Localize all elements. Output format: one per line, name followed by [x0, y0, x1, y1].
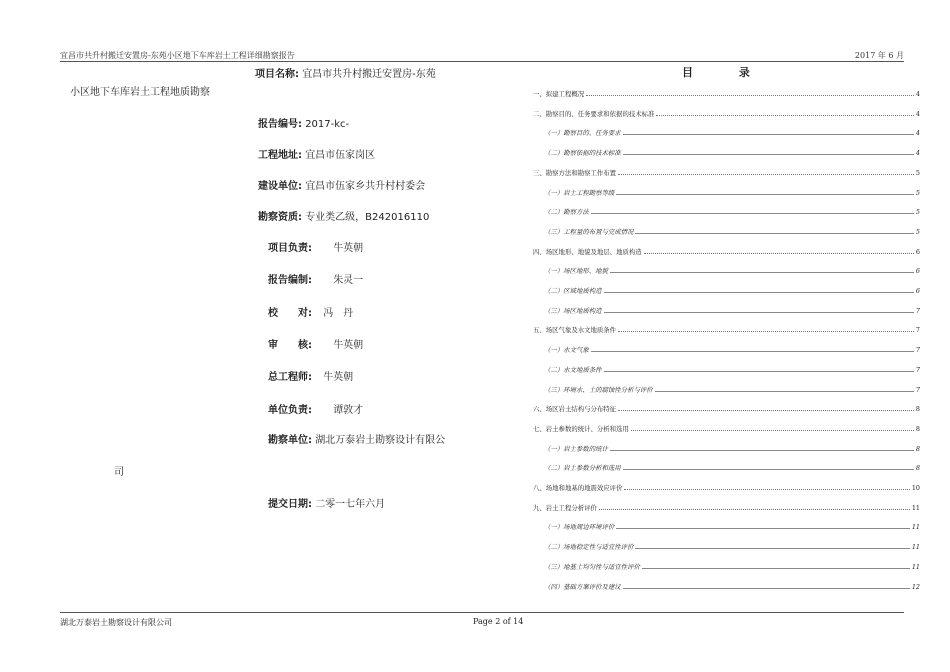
- toc-entry-leader: [631, 430, 914, 431]
- proofreader-value: 冯 丹: [323, 308, 354, 319]
- toc-entry-page: 5: [915, 168, 920, 177]
- toc-entry[interactable]: [533, 204, 920, 216]
- toc-entry-title: 七、岩土参数的统计、分析和选用: [533, 424, 629, 433]
- toc-entry-leader: [655, 391, 914, 392]
- toc-entry-title: （二）勘察依据的技术标准: [544, 149, 621, 158]
- toc-entry-title: 三、勘察方法和勘察工作布置: [533, 168, 617, 177]
- toc-entry[interactable]: [533, 539, 920, 551]
- toc-entry[interactable]: [533, 480, 920, 492]
- toc-entry[interactable]: [533, 421, 920, 433]
- chief-engineer: [268, 368, 353, 383]
- project-address-value: 宜昌市伍家岗区: [305, 150, 376, 161]
- toc-entry-page: 5: [915, 208, 920, 217]
- survey-unit-continued: 司: [114, 467, 124, 478]
- toc-entry-leader: [591, 351, 914, 352]
- project-address-label: 工程地址:: [258, 150, 302, 161]
- toc-entry-title: （一）场地周边环境评价: [544, 523, 615, 532]
- toc-entry-leader: [635, 548, 909, 549]
- project-name-value: 宜昌市共升村搬迁安置房-东苑: [302, 69, 436, 80]
- toc-entry[interactable]: [533, 165, 920, 177]
- toc-entry-page: 5: [915, 227, 920, 236]
- toc-entry[interactable]: [533, 362, 920, 374]
- toc-entry[interactable]: [533, 145, 920, 157]
- toc-entry-leader: [644, 253, 914, 254]
- toc-entry-page: 11: [911, 543, 920, 552]
- report-number: [258, 115, 349, 130]
- toc-entry[interactable]: [533, 579, 920, 591]
- toc-entry[interactable]: [533, 263, 920, 275]
- toc-entry-page: 8: [915, 444, 920, 453]
- toc-entry-leader: [618, 174, 914, 175]
- report-editor-label: 报告编制:: [268, 275, 312, 286]
- toc-entry-page: 5: [915, 188, 920, 197]
- toc-entry-title: 九、岩土工程分析评价: [533, 503, 597, 512]
- toc-entry-page: 4: [915, 109, 920, 118]
- toc-entry-page: 7: [915, 306, 920, 315]
- toc-entry-page: 6: [915, 287, 920, 295]
- toc-entry[interactable]: [533, 244, 920, 256]
- toc-entry-page: 7: [915, 326, 920, 335]
- toc-entry-page: 6: [915, 267, 920, 276]
- project-leader-label: 项目负责:: [268, 243, 312, 254]
- toc-entry-leader: [586, 95, 914, 96]
- toc-entry-title: 五、场区气象及水文地质条件: [533, 326, 617, 335]
- toc-entry-title: 四、场区地形、地貌及地层、地质构造: [533, 247, 642, 256]
- toc-entry-leader: [623, 154, 914, 155]
- toc-entry-title: （一）水文气象: [544, 346, 589, 355]
- reviewer-label: 审 核:: [268, 340, 312, 351]
- toc-title-char-1: 目: [682, 66, 695, 79]
- toc-entry-title: （一）场区地形、地貌: [544, 267, 608, 276]
- toc-entry[interactable]: [533, 322, 920, 334]
- toc-entry-title: （一）勘察目的、任务要求: [544, 129, 621, 138]
- toc-title-char-2: 录: [738, 66, 752, 79]
- toc-entry-leader: [623, 588, 910, 589]
- toc-entry[interactable]: [533, 401, 920, 413]
- toc-entry-leader: [624, 489, 909, 490]
- toc-entry-title: （二）水文地质条件: [544, 365, 602, 374]
- toc-entry-leader: [616, 528, 910, 529]
- toc-entry-page: 7: [915, 365, 920, 374]
- toc-entry-page: 12: [911, 582, 920, 591]
- project-name-label: 项目名称:: [255, 69, 299, 80]
- toc-entry-page: 4: [915, 149, 920, 158]
- toc-entry-leader: [604, 312, 914, 313]
- project-address: [258, 146, 375, 161]
- submit-date-label: 提交日期:: [268, 499, 312, 510]
- construction-unit-label: 建设单位:: [258, 181, 302, 192]
- toc-entry-title: （二）岩土参数分析和选用: [544, 464, 621, 473]
- toc-title: [682, 64, 752, 80]
- toc-entry[interactable]: [533, 460, 920, 472]
- toc-entry[interactable]: [533, 500, 920, 512]
- toc-entry[interactable]: [533, 441, 920, 453]
- toc-entry-title: 六、场区岩土结构与分布特征: [533, 405, 617, 414]
- toc-entry-title: 二、勘察目的、任务要求和依据的技术标准: [533, 109, 655, 118]
- toc-entry[interactable]: [533, 559, 920, 571]
- project-name: [255, 65, 436, 80]
- toc-entry-title: 八、场地和地基的地震效应评价: [533, 484, 623, 492]
- survey-qualification-label: 勘察资质:: [258, 212, 302, 223]
- survey-qualification: [258, 208, 429, 223]
- toc-entry-leader: [618, 410, 914, 411]
- toc-entry-page: 6: [915, 247, 920, 256]
- toc-entry-page: 11: [911, 562, 920, 571]
- toc-entry[interactable]: [533, 303, 920, 315]
- toc-entry-title: （三）场区地质构造: [544, 306, 602, 315]
- project-leader-value: 牛英朝: [333, 243, 364, 254]
- toc-entry-leader: [642, 568, 910, 569]
- survey-unit-label: 勘察单位:: [268, 435, 312, 446]
- header-divider: [60, 61, 904, 62]
- construction-unit-value: 宜昌市伍家乡共升村村委会: [305, 181, 426, 192]
- survey-unit: [268, 431, 445, 446]
- toc-entry-page: 8: [915, 405, 920, 414]
- toc-entry-title: （二）勘察方法: [544, 208, 589, 217]
- toc-entry-leader: [610, 272, 914, 273]
- footer-company: 湖北万泰岩土勘察设计有限公司: [60, 618, 172, 627]
- toc-entry-title: （三）地基土均匀性与适宜性评价: [544, 562, 640, 571]
- toc-entry[interactable]: [533, 283, 920, 295]
- report-number-label: 报告编号:: [258, 119, 302, 130]
- footer-divider: [60, 612, 904, 613]
- toc-entry-title: （二）场地稳定性与适宜性评价: [544, 543, 634, 552]
- toc-entry[interactable]: [533, 125, 920, 137]
- toc-entry[interactable]: [533, 185, 920, 197]
- toc-entry-page: 4: [915, 90, 920, 98]
- project-name-continued: 小区地下车库岩土工程地质勘察: [70, 87, 210, 98]
- toc-entry[interactable]: [533, 224, 920, 236]
- toc-entry-page: 11: [911, 503, 920, 512]
- toc-entry-leader: [616, 194, 914, 195]
- toc-entry[interactable]: [533, 519, 920, 531]
- construction-unit: [258, 177, 425, 192]
- survey-unit-value: 湖北万泰岩土勘察设计有限公: [315, 435, 446, 446]
- header-doc-title: 宜昌市共升村搬迁安置房-东苑小区地下车库岩土工程详细勘察报告: [60, 51, 295, 60]
- toc-entry-leader: [610, 450, 914, 451]
- unit-head-value: 谭敦才: [333, 405, 364, 416]
- toc-entry-leader: [618, 331, 914, 332]
- project-leader: [268, 239, 363, 254]
- header-date: 2017 年 6 月: [854, 51, 904, 60]
- report-editor-value: 朱灵一: [333, 275, 364, 286]
- toc-entry-page: 7: [915, 346, 920, 355]
- chief-engineer-label: 总工程师:: [268, 372, 312, 383]
- toc-entry[interactable]: [533, 342, 920, 354]
- toc-entry-title: （四）基础方案评价及建议: [544, 582, 621, 591]
- unit-head-label: 单位负责:: [268, 405, 312, 416]
- submit-date: [268, 495, 385, 510]
- report-number-value: 2017-kc-: [305, 119, 350, 130]
- survey-qualification-value: 专业类乙级，B242016110: [305, 212, 430, 223]
- toc-entry-title: （三）环境水、土的腐蚀性分析与评价: [544, 385, 653, 394]
- toc-entry-page: 8: [915, 464, 920, 473]
- toc-entry[interactable]: [533, 86, 920, 98]
- toc-entry-page: 8: [915, 424, 920, 433]
- toc-entry-leader: [604, 292, 914, 293]
- toc-entry-page: 10: [911, 484, 920, 492]
- reviewer-value: 牛英朝: [333, 340, 364, 351]
- toc-entry-leader: [604, 371, 914, 372]
- report-editor: [268, 271, 363, 286]
- toc-entry-page: 4: [915, 129, 920, 138]
- toc-entry-page: 7: [915, 385, 920, 394]
- toc-entry[interactable]: [533, 106, 920, 118]
- toc-entry-leader: [623, 134, 914, 135]
- unit-head: [268, 401, 363, 416]
- toc-entry-leader: [623, 469, 914, 470]
- reviewer: [268, 336, 363, 351]
- toc-entry-leader: [599, 509, 910, 510]
- toc-entry-title: （一）岩土参数的统计: [544, 444, 608, 453]
- toc-entry-title: （三）工程量的布置与完成情况: [544, 227, 634, 236]
- proofreader: [268, 304, 353, 319]
- toc-entry-leader: [635, 233, 913, 234]
- toc-entry-leader: [656, 115, 914, 116]
- toc-entry-title: （一）岩土工程勘察等级: [544, 188, 615, 197]
- footer-page-number: Page 2 of 14: [473, 617, 524, 626]
- chief-engineer-value: 牛英朝: [323, 372, 354, 383]
- toc-entry-title: （二）区域地质构造: [544, 287, 602, 295]
- toc-entry-page: 11: [911, 523, 920, 532]
- toc-entry-title: 一、拟建工程概况: [533, 90, 585, 98]
- submit-date-value: 二零一七年六月: [315, 499, 386, 510]
- toc-entry-leader: [591, 213, 914, 214]
- proofreader-label: 校 对:: [268, 308, 312, 319]
- toc-entry[interactable]: [533, 382, 920, 394]
